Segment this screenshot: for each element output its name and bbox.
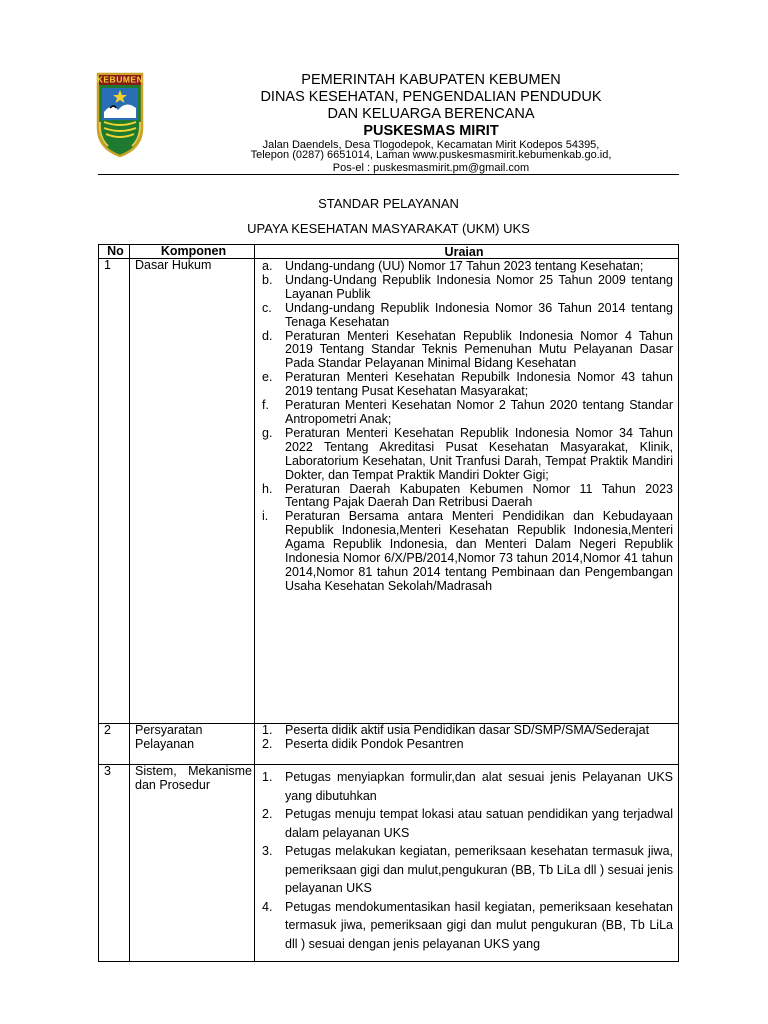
table-row — [99, 764, 678, 961]
row-uraian — [255, 724, 678, 764]
list-marker: 3. — [262, 844, 273, 858]
row-number: 3 — [99, 765, 130, 961]
header-uraian: Uraian — [444, 245, 484, 259]
row-komponen: Persyaratan Pelayanan — [130, 724, 255, 764]
list-text: Petugas menuju tempat lokasi atau satuan pendidikan yang terjadwal dalam pelayanan UKS — [285, 807, 673, 840]
list-marker: g. — [262, 425, 273, 440]
list-marker: a. — [262, 259, 273, 273]
list-text: Peraturan Menteri Kesehatan Nomor 2 Tahun 2020 tentang Standar Antropometri Anak; — [285, 398, 673, 426]
letterhead-divider — [98, 174, 679, 175]
letterhead-address: Jalan Daendels, Desa Tlogodepok, Kecamatan Mirit Kodepos 54395, — [262, 139, 600, 151]
row-komponen: Dasar Hukum — [130, 259, 255, 723]
list-marker: i. — [262, 509, 269, 524]
list-text: Petugas menyiapkan formulir,dan alat sesuai jenis Pelayanan UKS yang dibutuhkan — [285, 770, 673, 803]
list-item — [255, 842, 673, 898]
list-item — [255, 399, 673, 427]
logo-lettering — [96, 72, 144, 86]
document-subtitle: UPAYA KESEHATAN MASYARAKAT (UKM) UKS — [247, 221, 530, 236]
letterhead-government: PEMERINTAH KABUPATEN KEBUMEN — [301, 72, 561, 88]
list-item — [255, 274, 673, 302]
list-item — [255, 510, 673, 593]
list-marker: d. — [262, 328, 273, 343]
list-item — [255, 427, 673, 483]
list-item — [255, 724, 673, 738]
list-marker: 2. — [262, 807, 273, 821]
document-title: STANDAR PELAYANAN — [318, 196, 459, 211]
list-marker: f. — [262, 398, 269, 413]
header-no: No — [99, 245, 130, 258]
row-number: 1 — [99, 259, 130, 723]
row-number: 2 — [99, 724, 130, 764]
list-marker: c. — [262, 300, 272, 315]
list-marker: 2. — [262, 736, 273, 751]
header-komponen: Komponen — [130, 245, 255, 258]
list-text: Peraturan Daerah Kabupaten Kebumen Nomor 11 Tahun 2023 Tentang Pajak Daerah Dan Retribusi Daerah — [285, 481, 673, 510]
list-item — [255, 483, 673, 511]
table-header-row — [99, 245, 678, 258]
list-text: Petugas melakukan kegiatan, pemeriksaan kesehatan termasuk jiwa, pemeriksaan gigi dan mulut,pengukuran (BB, Tb LiLa dll ) sesuai jenis pelayanan UKS — [285, 844, 673, 895]
list-marker: e. — [262, 370, 273, 385]
letterhead-agency: DINAS KESEHATAN, PENGENDALIAN PENDUDUK — [260, 89, 602, 105]
list-item — [255, 330, 673, 372]
letterhead-contact: Telepon (0287) 6651014, Laman www.puskesmasmirit.kebumenkab.go.id, — [250, 149, 612, 161]
list-text: Undang-undang Republik Indonesia Nomor 36 Tahun 2014 tentang Tenaga Kesehatan — [285, 300, 673, 329]
letterhead-agency-continued: DAN KELUARGA BERENCANA — [327, 106, 535, 122]
row-komponen: Sistem, Mekanisme dan Prosedur — [130, 765, 255, 961]
table-row — [99, 723, 678, 764]
list-marker: 1. — [262, 770, 273, 784]
service-standard-table — [98, 244, 679, 962]
list-item — [255, 260, 673, 274]
table-row — [99, 258, 678, 723]
list-item — [255, 738, 673, 752]
list-item — [255, 302, 673, 330]
list-text: Undang-undang (UU) Nomor 17 Tahun 2023 tentang Kesehatan; — [285, 259, 644, 273]
list-text: Undang-Undang Republik Indonesia Nomor 25 Tahun 2009 tentang Layanan Publik — [285, 272, 673, 301]
list-text: Peraturan Menteri Kesehatan Republik Indonesia Nomor 4 Tahun 2019 Tentang Standar Teknis Pemenuhan Mutu Pelayanan Dasar Pada Standar Pelayanan Minimal Bidang Kesehatan — [285, 328, 673, 371]
list-marker: 1. — [262, 723, 273, 737]
list-marker: b. — [262, 272, 273, 287]
letterhead-puskesmas-name: PUSKESMAS MIRIT — [363, 123, 499, 139]
list-text: Petugas mendokumentasikan hasil kegiatan, pemeriksaan kesehatan termasuk jiwa, pemeriksaan gigi dan mulut pengukuran (BB, Tb LiLa dll ) sesuai dengan jenis pelayanan UKS yang — [285, 899, 673, 951]
letterhead-email: Pos-el : puskesmasmirit.pm@gmail.com — [332, 162, 530, 174]
list-text: Peserta didik aktif usia Pendidikan dasar SD/SMP/SMA/Sederajat — [285, 723, 650, 737]
svg-text:KEBUMEN: KEBUMEN — [96, 74, 144, 85]
list-text: Peraturan Menteri Kesehatan Repubilk Indonesia Nomor 43 tahun 2019 tentang Pusat Kesehatan Masyarakat; — [285, 370, 673, 399]
list-item — [255, 805, 673, 842]
list-text: Peserta didik Pondok Pesantren — [285, 736, 464, 751]
list-marker: h. — [262, 481, 273, 496]
row-uraian — [255, 259, 678, 723]
list-item — [255, 371, 673, 399]
list-text: Peraturan Menteri Kesehatan Republik Indonesia Nomor 34 Tahun 2022 Tentang Akreditasi Pusat Kesehatan Masyarakat, Klinik, Laboratorium Kesehatan, Unit Tranfusi Darah, Tempat Praktik Mandiri Dokter, dan Tempat Praktik Mandiri Dokter Gigi; — [285, 425, 673, 482]
list-item — [255, 898, 673, 954]
list-marker: 4. — [262, 899, 273, 914]
row-uraian — [255, 765, 678, 961]
list-item — [255, 768, 673, 805]
list-text: Peraturan Bersama antara Menteri Pendidikan dan Kebudayaan Republik Indonesia,Menteri Kesehatan Republik Indonesia,Menteri Agama Republik Indonesia, dan Menteri Dalam Negeri Republik Indonesia Nomor 6/X/PB/2014,Nomor 73 tahun 2014,Nomor 41 tahun 2014,Nomor 81 tahun 2014 tentang Pembinaan dan Pengembangan Usaha Kesehatan Sekolah/Madrasah — [285, 509, 673, 593]
